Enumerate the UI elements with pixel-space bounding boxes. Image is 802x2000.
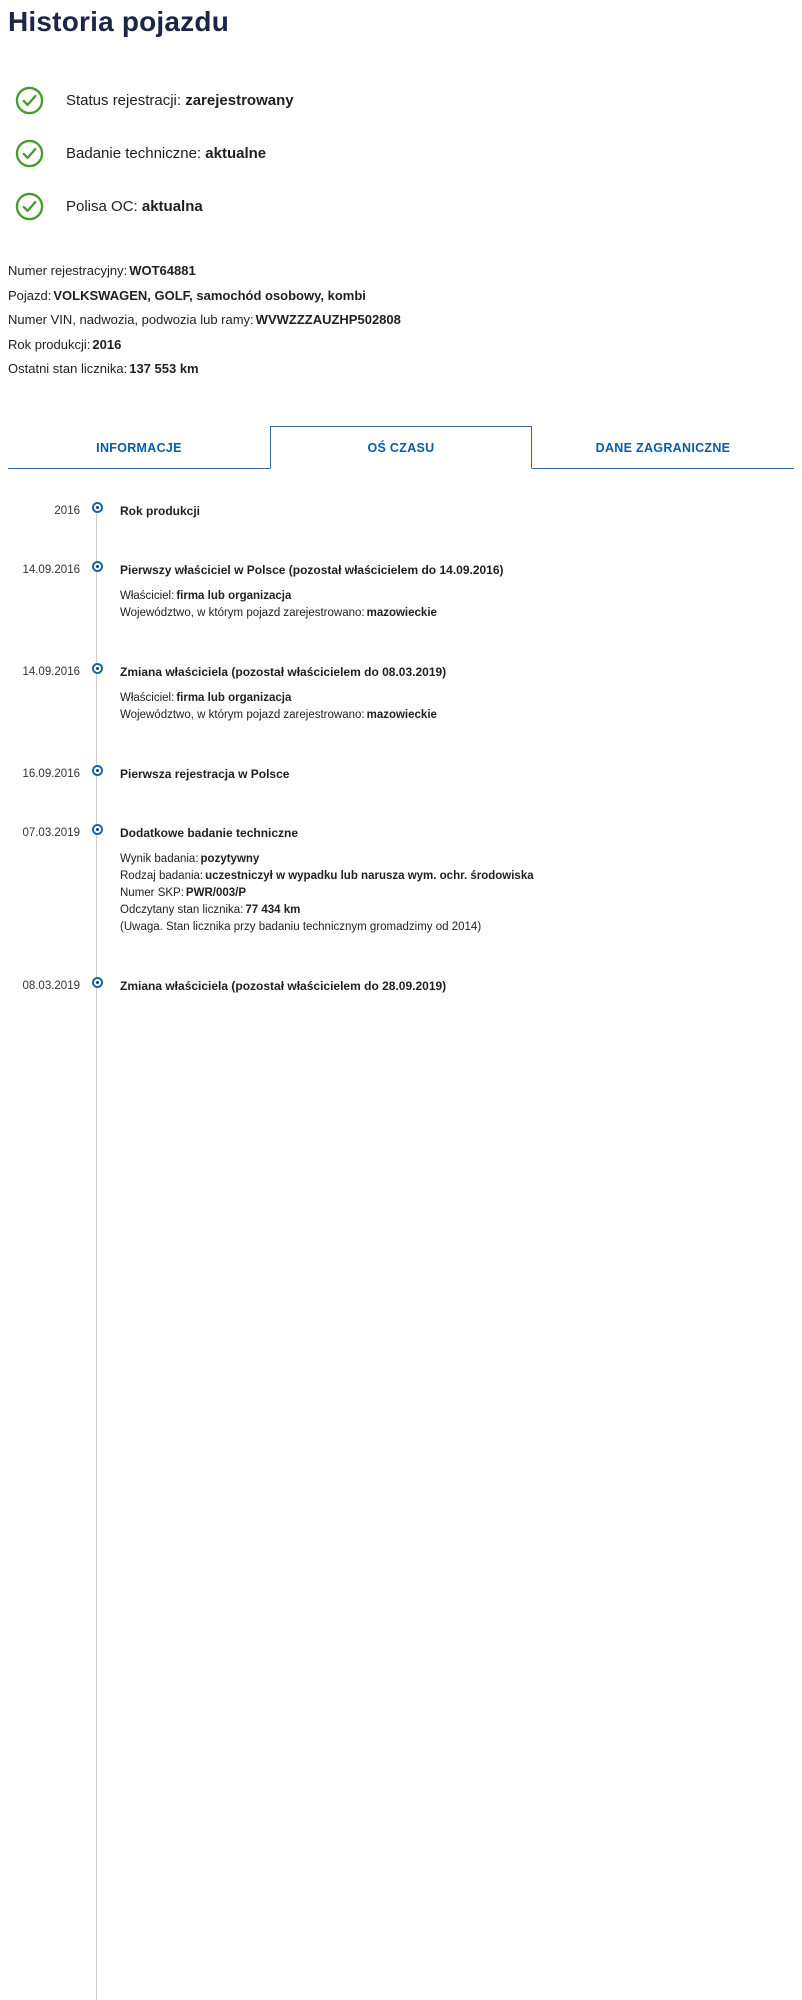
timeline-detail-label: Właściciel: (120, 691, 175, 704)
timeline-detail-row (120, 885, 802, 902)
detail-value: VOLKSWAGEN, GOLF, samochód osobowy, kombi (53, 287, 366, 303)
timeline-date: 14.09.2016 (22, 563, 80, 576)
timeline-detail-row (120, 919, 802, 936)
status-text (66, 92, 294, 109)
check-circle-icon (15, 192, 44, 221)
timeline-dot-icon (94, 504, 101, 511)
vehicle-detail-row (8, 308, 802, 333)
timeline-detail-label: (Uwaga. Stan licznika przy badaniu technicznym gromadzimy od 2014) (120, 920, 482, 933)
vehicle-detail-row (8, 259, 802, 284)
detail-label: Pojazd: (8, 287, 52, 303)
timeline-date: 2016 (54, 504, 80, 517)
vehicle-history-page (0, 6, 802, 995)
timeline-entry (0, 766, 802, 783)
status-value: aktualna (141, 198, 203, 215)
timeline-content (114, 503, 802, 520)
detail-label: Numer rejestracyjny: (8, 263, 128, 278)
detail-value: WVWZZZAUZHP502808 (255, 312, 401, 328)
timeline-dot-icon (94, 665, 101, 672)
vehicle-detail-row (8, 284, 802, 309)
status-row (15, 192, 802, 221)
timeline-detail-row (120, 588, 802, 605)
timeline-date: 07.03.2019 (22, 826, 80, 839)
vehicle-detail-row (8, 357, 802, 382)
tab-os-czasu[interactable] (270, 426, 532, 469)
timeline-detail-label: Właściciel: (120, 589, 175, 602)
status-label: Badanie techniczne: (66, 145, 202, 162)
check-circle-icon (15, 86, 44, 115)
timeline-detail-label: Odczytany stan licznika: (120, 903, 244, 916)
timeline-detail-value: mazowieckie (366, 708, 437, 721)
status-text (66, 145, 266, 162)
status-label: Polisa OC: (66, 198, 138, 215)
timeline-dot-col (80, 978, 114, 986)
timeline-title: Pierwsza rejestracja w Polsce (120, 766, 290, 781)
timeline-dot-col (80, 562, 114, 570)
timeline-detail-value: pozytywny (200, 852, 260, 865)
timeline-title: Pierwszy właściciel w Polsce (pozostał właścicielem do 14.09.2016) (120, 562, 504, 577)
tab-informacje[interactable] (8, 426, 270, 469)
tab-label: DANE ZAGRANICZNE (595, 440, 731, 455)
timeline-dot-icon (94, 563, 101, 570)
timeline-dot-col (80, 825, 114, 833)
timeline-entry (0, 978, 802, 995)
timeline-entry-details (120, 588, 802, 622)
timeline-detail-label: Województwo, w którym pojazd zarejestrowano: (120, 708, 365, 721)
detail-value: 137 553 km (129, 361, 199, 377)
timeline-entry (0, 825, 802, 936)
detail-value: 2016 (92, 336, 122, 352)
timeline-content (114, 562, 802, 622)
timeline-dot-col (80, 664, 114, 672)
timeline-dot-icon (94, 767, 101, 774)
tab-bar (8, 426, 794, 469)
timeline-dot-icon (94, 826, 101, 833)
timeline-detail-label: Numer SKP: (120, 886, 184, 899)
detail-value: WOT64881 (129, 263, 196, 278)
timeline-detail-value: uczestniczył w wypadku lub narusza wym. ochr. środowiska (205, 869, 534, 882)
timeline-title: Zmiana właściciela (pozostał właścicielem do 28.09.2019) (120, 978, 447, 993)
timeline-title: Zmiana właściciela (pozostał właścicielem do 08.03.2019) (120, 664, 447, 679)
timeline-entry-details (120, 690, 802, 724)
vehicle-details (8, 259, 802, 382)
timeline-date: 16.09.2016 (22, 767, 80, 780)
tab-label: INFORMACJE (96, 440, 182, 455)
vehicle-detail-row (8, 333, 802, 358)
timeline-detail-value: mazowieckie (366, 606, 437, 619)
timeline-dot-col (80, 503, 114, 511)
status-text (66, 198, 203, 215)
check-circle-icon (15, 139, 44, 168)
timeline-dot-icon (94, 979, 101, 986)
timeline-detail-row (120, 605, 802, 622)
status-row (15, 139, 802, 168)
timeline-detail-value: firma lub organizacja (176, 589, 292, 602)
timeline-detail-label: Wynik badania: (120, 852, 199, 865)
timeline-detail-label: Rodzaj badania: (120, 869, 204, 882)
timeline-detail-value: PWR/003/P (185, 886, 246, 899)
timeline-title: Rok produkcji (120, 503, 201, 518)
status-row (15, 86, 802, 115)
status-list (15, 86, 802, 221)
timeline-detail-row (120, 851, 802, 868)
timeline-detail-value: 77 434 km (245, 903, 301, 916)
detail-label: Rok produkcji: (8, 336, 91, 352)
timeline-entry-details (120, 851, 802, 936)
status-value: aktualne (205, 145, 267, 162)
status-label: Status rejestracji: (66, 92, 182, 109)
detail-label: Ostatni stan licznika: (8, 361, 128, 377)
tab-label: OŚ CZASU (367, 440, 435, 455)
timeline-content (114, 978, 802, 995)
tab-dane-zagraniczne[interactable] (532, 426, 794, 469)
timeline-content (114, 664, 802, 724)
timeline-detail-row (120, 707, 802, 724)
timeline-content (114, 766, 802, 783)
timeline (0, 469, 802, 995)
timeline-title: Dodatkowe badanie techniczne (120, 825, 299, 840)
timeline-entry (0, 562, 802, 622)
timeline-content (114, 825, 802, 936)
page-title: Historia pojazdu (8, 6, 229, 37)
timeline-detail-value: firma lub organizacja (176, 691, 292, 704)
timeline-detail-row (120, 868, 802, 885)
timeline-entry (0, 503, 802, 520)
timeline-date: 08.03.2019 (22, 979, 80, 992)
timeline-detail-label: Województwo, w którym pojazd zarejestrowano: (120, 606, 365, 619)
timeline-dot-col (80, 766, 114, 774)
timeline-entry (0, 664, 802, 724)
detail-label: Numer VIN, nadwozia, podwozia lub ramy: (8, 312, 254, 328)
timeline-date: 14.09.2016 (22, 665, 80, 678)
timeline-detail-row (120, 690, 802, 707)
timeline-detail-row (120, 902, 802, 919)
status-value: zarejestrowany (185, 92, 294, 109)
